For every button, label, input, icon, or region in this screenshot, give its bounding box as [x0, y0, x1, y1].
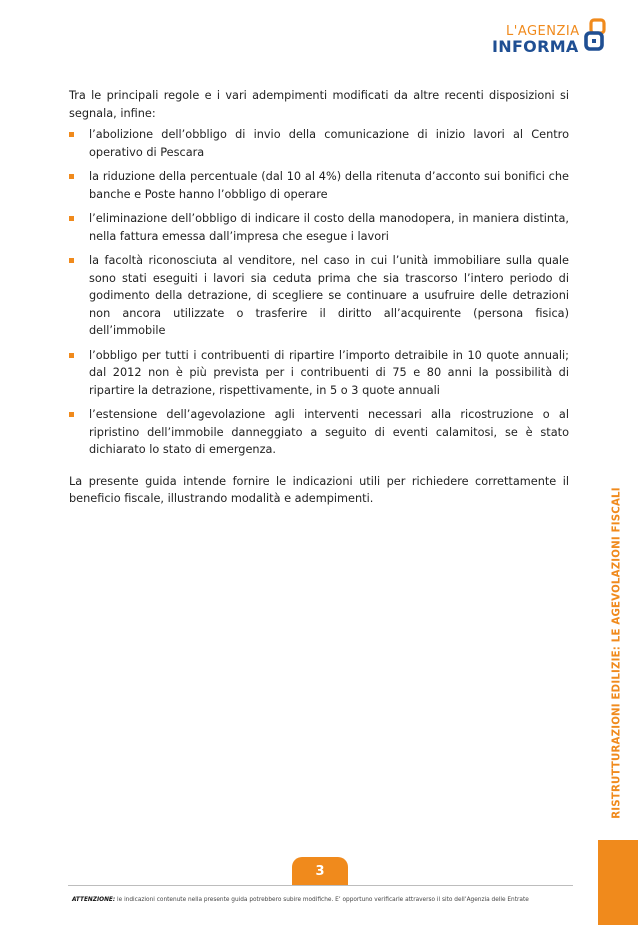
logo-mark-icon — [582, 18, 608, 54]
changes-list — [69, 126, 569, 459]
bullet-square-icon — [69, 258, 74, 263]
footer-label: ATTENZIONE: — [72, 897, 116, 903]
footer-text: le indicazioni contenute nella presente guida potrebbero subire modifiche. E’ opportuno verificarle attraverso il sito dell’Agenzia delle Entrate — [115, 897, 529, 903]
side-section-title: RISTRUTTURAZIONI EDILIZIE: LE AGEVOLAZIONI FISCALI — [611, 486, 623, 819]
logo-line1: L'AGENZIA — [506, 24, 580, 39]
bullet-square-icon — [69, 216, 74, 221]
list-item: la riduzione della percentuale (dal 10 al 4%) della ritenuta d’acconto sui bonifici che banche e Poste hanno l’obbligo di operare — [69, 168, 569, 203]
list-item: l’eliminazione dell’obbligo di indicare il costo della manodopera, in maniera distinta, nella fattura emessa dall’impresa che esegue i lavori — [69, 210, 569, 245]
bullet-square-icon — [69, 412, 74, 417]
side-orange-block — [598, 840, 638, 925]
closing-paragraph: La presente guida intende fornire le indicazioni utili per richiedere correttamente il beneficio fiscale, illustrando modalità e adempimenti. — [69, 474, 569, 505]
list-item: l’estensione dell’agevolazione agli interventi necessari alla ricostruzione o al ripristino dell’immobile danneggiato a seguito di eventi calamitosi, se è stato dichiarato lo stato di emergenza. — [69, 406, 569, 459]
intro-paragraph: Tra le principali regole e i vari adempimenti modificati da altre recenti disposizioni si segnala, infine: — [69, 89, 569, 120]
bullet-square-icon — [69, 132, 74, 137]
list-item: la facoltà riconosciuta al venditore, nel caso in cui l’unità immobiliare sulla quale sono stati eseguiti i lavori sia ceduta prima che sia trascorso l’intero periodo di godimento della detrazione, di scegliere se continuare a usufruire delle detrazioni non ancora utilizzate o trasferire il diritto all’acquirente (persona fisica) dell’immobile — [69, 252, 569, 340]
bullet-square-icon — [69, 353, 74, 358]
footer-disclaimer — [72, 897, 529, 903]
footer-divider — [68, 885, 573, 886]
page-number: 3 — [292, 857, 348, 885]
logo-line2: INFORMA — [492, 37, 579, 56]
main-content — [69, 87, 569, 508]
list-item: l’abolizione dell’obbligo di invio della comunicazione di inizio lavori al Centro operativo di Pescara — [69, 126, 569, 161]
list-item: l’obbligo per tutti i contribuenti di ripartire l’importo detraibile in 10 quote annuali; dal 2012 non è più prevista per i contribuenti di 75 e 80 anni la possibilità di ripartire la detrazione, rispettivamente, in 5 o 3 quote annuali — [69, 347, 569, 400]
agenzia-informa-logo — [486, 16, 608, 56]
bullet-square-icon — [69, 174, 74, 179]
